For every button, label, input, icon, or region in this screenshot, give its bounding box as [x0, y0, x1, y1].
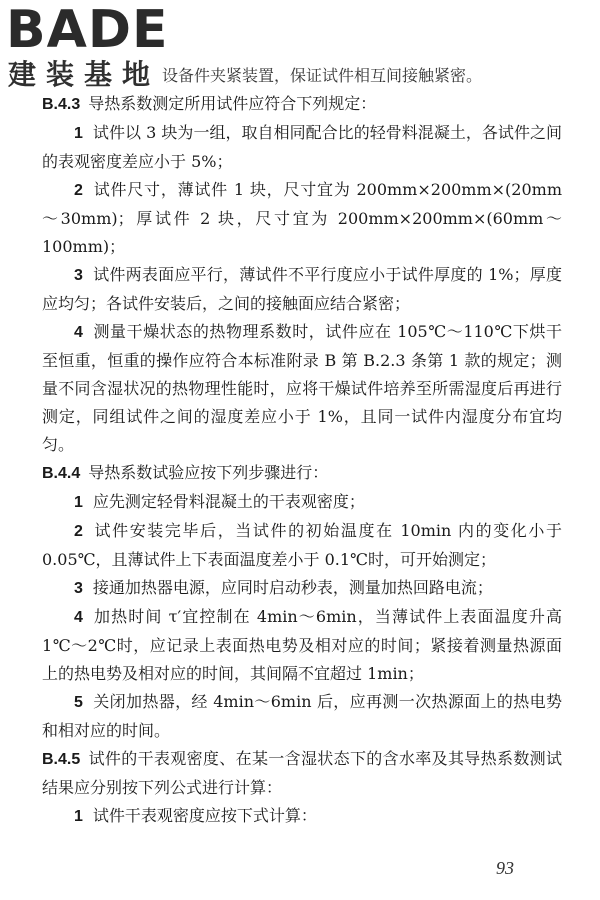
- item-number: 1: [74, 494, 83, 511]
- list-item: [42, 517, 562, 574]
- item-number: 2: [74, 182, 83, 199]
- logo-chinese-text: 建装基地: [8, 58, 161, 91]
- item-text: 加热时间 τ′宜控制在 4min～6min，当薄试件上表面温度升高 1℃～2℃时，应记录上表面热电势及相对应的时间；紧接着测量热源面上的热电势及相对应的时间，其间隔不宜超过 1min；: [42, 607, 562, 683]
- item-text: 接通加热器电源，应同时启动秒表，测量加热回路电流；: [92, 578, 493, 597]
- list-item: [42, 261, 562, 318]
- list-item: [42, 574, 562, 603]
- item-number: 5: [74, 694, 83, 711]
- item-text: 试件干表观密度应按下式计算：: [92, 806, 317, 825]
- section-heading-text: 导热系数试验应按下列步骤进行：: [88, 463, 329, 482]
- item-number: 4: [74, 609, 83, 626]
- section-heading: [42, 745, 562, 802]
- item-number: 3: [74, 267, 83, 284]
- section-heading-text: 试件的干表观密度、在某一含湿状态下的含水率及其导热系数测试结果应分别按下列公式进行计算：: [42, 749, 562, 797]
- section-number: B.4.3: [42, 96, 81, 113]
- item-text: 试件以 3 块为一组，取自相同配合比的轻骨料混凝土，各试件之间的表观密度差应小于 5%；: [42, 123, 562, 171]
- item-text: 试件安装完毕后，当试件的初始温度在 10min 内的变化小于 0.05℃，且薄试件上下表面温度差小于 0.1℃时，可开始测定；: [42, 521, 562, 569]
- list-item: [42, 119, 562, 176]
- list-item: [42, 688, 562, 745]
- section-number: B.4.5: [42, 751, 81, 768]
- logo-wordmark: BADE: [6, 0, 169, 60]
- list-item: [42, 488, 562, 517]
- item-number: 1: [74, 125, 83, 142]
- section-heading: [42, 459, 562, 488]
- item-text: 试件两表面应平行，薄试件不平行度应小于试件厚度的 1%；厚度应均匀；各试件安装后，之间的接触面应结合紧密；: [42, 265, 562, 313]
- section-number: B.4.4: [42, 465, 81, 482]
- item-number: 4: [74, 324, 83, 341]
- item-number: 2: [74, 523, 83, 540]
- section-heading: [42, 90, 562, 119]
- item-number: 1: [74, 808, 83, 825]
- list-item: [42, 802, 562, 831]
- continued-line: 设备件夹紧装置，保证试件相互间接触紧密。: [162, 66, 483, 85]
- list-item: [42, 603, 562, 688]
- page-number: 93: [496, 858, 514, 878]
- item-number: 3: [74, 580, 83, 597]
- section-heading-text: 导热系数测定所用试件应符合下列规定：: [88, 94, 377, 113]
- item-text: 关闭加热器，经 4min～6min 后，应再测一次热源面上的热电势和相对应的时间。: [42, 692, 562, 740]
- item-text: 试件尺寸，薄试件 1 块，尺寸宜为 200mm×200mm×(20mm～30mm)；厚试件 2 块，尺寸宜为 200mm×200mm×(60mm～100mm)；: [42, 180, 562, 256]
- item-text: 测量干燥状态的热物理系数时，试件应在 105℃～110℃下烘干至恒重，恒重的操作应符合本标准附录 B 第 B.2.3 条第 1 款的规定；测量不同含湿状况的热物理性能时，应将干燥试件培养至所需湿度后再进行测定，同组试件之间的湿度差应小于 1%，且同一试件内湿度分布宜均匀。: [42, 322, 562, 454]
- item-text: 应先测定轻骨料混凝土的干表观密度；: [92, 492, 365, 511]
- document-body: [42, 62, 562, 831]
- list-item: [42, 176, 562, 261]
- list-item: [42, 318, 562, 459]
